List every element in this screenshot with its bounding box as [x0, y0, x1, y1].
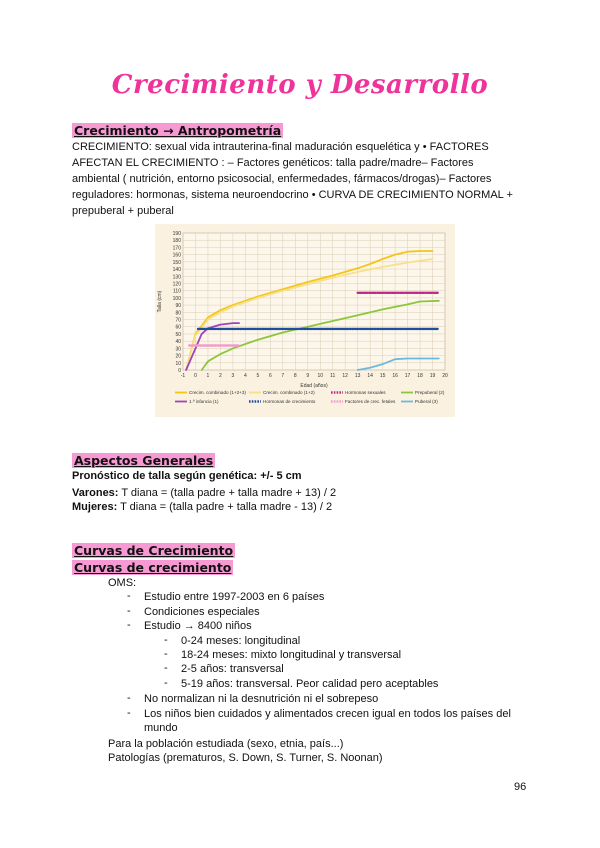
mujeres-label: Mujeres: [72, 501, 118, 513]
x-tick-label: 12 [342, 373, 348, 379]
y-tick-label: 100 [172, 295, 181, 302]
y-tick-label: 40 [175, 339, 181, 346]
plot-area [183, 233, 445, 370]
list-subitem: 18-24 meses: mixto longitudinal y transversal [181, 649, 402, 661]
y-tick-label: 170 [172, 245, 181, 252]
x-tick-label: -1 [180, 373, 186, 379]
growth-chart-svg [155, 224, 455, 417]
page-number: 96 [514, 781, 527, 793]
y-tick-label: 120 [172, 281, 181, 288]
section-heading-aspectos: Aspectos Generales [74, 453, 214, 468]
bullet-dash: - [164, 648, 168, 660]
list-subitem: 2-5 años: transversal [181, 663, 284, 675]
bullet-dash: - [127, 707, 131, 719]
varones-formula: T diana = (talla padre + talla madre + 13) / 2 [118, 487, 337, 499]
x-tick-label: 4 [243, 373, 247, 379]
mujeres-line [72, 500, 332, 514]
poblacion-line: Para la población estudiada (sexo, etnia, país...) [108, 738, 344, 750]
x-tick-label: 3 [231, 373, 235, 379]
y-tick-label: 180 [172, 238, 181, 245]
bullet-dash: - [127, 590, 131, 602]
pronostico-talla: Pronóstico de talla según genética: +/- 5 cm [72, 470, 302, 482]
section-heading-curvas: Curvas de Crecimiento [74, 543, 234, 558]
x-tick-label: 6 [268, 373, 272, 379]
x-tick-label: 5 [256, 373, 260, 379]
patologias-line: Patologías (prematuros, S. Down, S. Turner, S. Noonan) [108, 752, 383, 764]
list-item: Estudio entre 1997-2003 en 6 países [144, 591, 325, 603]
list-item: Condiciones especiales [144, 606, 260, 618]
list-item: Estudio → 8400 niños [144, 620, 252, 632]
y-tick-label: 130 [172, 274, 181, 281]
x-tick-label: 2 [219, 373, 222, 379]
x-tick-label: 15 [379, 373, 386, 379]
x-tick-label: 13 [354, 373, 361, 379]
x-tick-label: 18 [417, 373, 423, 379]
y-tick-label: 190 [172, 231, 181, 237]
varones-label: Varones: [72, 487, 119, 499]
x-tick-label: 14 [367, 373, 373, 379]
y-tick-label: 70 [175, 317, 181, 324]
x-tick-label: 8 [293, 373, 297, 379]
y-axis-label: Talla (cm) [157, 290, 163, 313]
x-tick-label: 7 [281, 373, 285, 379]
list-subitem: 5-19 años: transversal. Peor calidad pero aceptables [181, 678, 439, 690]
bullet-dash: - [127, 605, 131, 617]
x-axis-label: Edad (años) [300, 383, 328, 389]
paragraph-line: ambiental ( nutrición, entorno psicosocial, enfermedades, fármacos/drogas)– Factores [72, 173, 492, 185]
growth-chart [155, 224, 455, 417]
paragraph-line: AFECTAN EL CRECIMIENTO : – Factores genéticos: talla padre/madre– Factores [72, 157, 474, 169]
list-subitem: 0-24 meses: longitudinal [181, 635, 301, 647]
list-item: No normalizan ni la desnutrición ni el sobrepeso [144, 693, 379, 705]
y-tick-label: 20 [175, 353, 181, 360]
crecimiento-paragraph [72, 139, 532, 219]
legend-label: Factores de crec. fetales [345, 399, 396, 404]
oms-label: OMS: [108, 577, 137, 589]
varones-line [72, 486, 336, 500]
y-tick-label: 150 [172, 259, 181, 266]
page-title: Crecimiento y Desarrollo [111, 70, 489, 100]
paragraph-line: reguladores: hormonas, sistema neuroendocrino • CURVA DE CRECIMIENTO NORMAL + [72, 189, 513, 201]
y-tick-label: 0 [178, 368, 181, 374]
list-item: Los niños bien cuidados y alimentados crecen igual en todos los países del [144, 708, 511, 720]
list-item-continuation: mundo [144, 722, 178, 734]
y-tick-label: 160 [172, 252, 181, 259]
x-tick-label: 19 [429, 373, 436, 379]
bullet-dash: - [164, 662, 168, 674]
x-tick-label: 20 [442, 373, 448, 379]
y-tick-label: 140 [172, 267, 181, 274]
x-tick-label: 16 [392, 373, 398, 379]
mujeres-formula: T diana = (talla padre + talla madre - 13) / 2 [117, 501, 333, 513]
bullet-dash: - [164, 634, 168, 646]
bullet-dash: - [127, 619, 131, 631]
y-tick-label: 60 [175, 324, 181, 331]
x-tick-label: 10 [317, 373, 324, 379]
bullet-dash: - [164, 677, 168, 689]
legend-label: 1.ª infancia (1) [189, 399, 219, 404]
paragraph-line: prepuberal + puberal [72, 205, 174, 217]
legend-label: Hormonas de crecimiento [263, 399, 316, 404]
x-tick-label: 17 [404, 373, 411, 379]
y-tick-label: 50 [175, 331, 181, 338]
legend-label: Prepuberal (2) [415, 390, 445, 395]
paragraph-line: CRECIMIENTO: sexual vida intrauterina-final maduración esquelética y • FACTORES [72, 141, 489, 153]
legend-label: Crecim. combinado (1+2+3) [189, 390, 246, 395]
y-tick-label: 110 [173, 288, 181, 295]
subheading-curvas: Curvas de crecimiento [74, 560, 232, 575]
y-tick-label: 90 [175, 303, 181, 310]
x-tick-label: 9 [306, 373, 310, 379]
y-tick-label: 80 [175, 310, 181, 317]
legend-label: Hormonas sexuales [345, 390, 386, 395]
legend-label: Puberal (3) [415, 399, 438, 404]
x-tick-label: 11 [330, 373, 336, 379]
y-tick-label: 30 [175, 346, 181, 353]
section-heading-crecimiento: Crecimiento → Antropometría [74, 123, 282, 138]
x-tick-label: 1 [206, 373, 210, 379]
y-tick-label: 10 [175, 360, 181, 367]
bullet-dash: - [127, 692, 131, 704]
x-tick-label: 0 [194, 373, 197, 379]
legend-label: Crecim. combinado (1+2) [263, 390, 315, 395]
